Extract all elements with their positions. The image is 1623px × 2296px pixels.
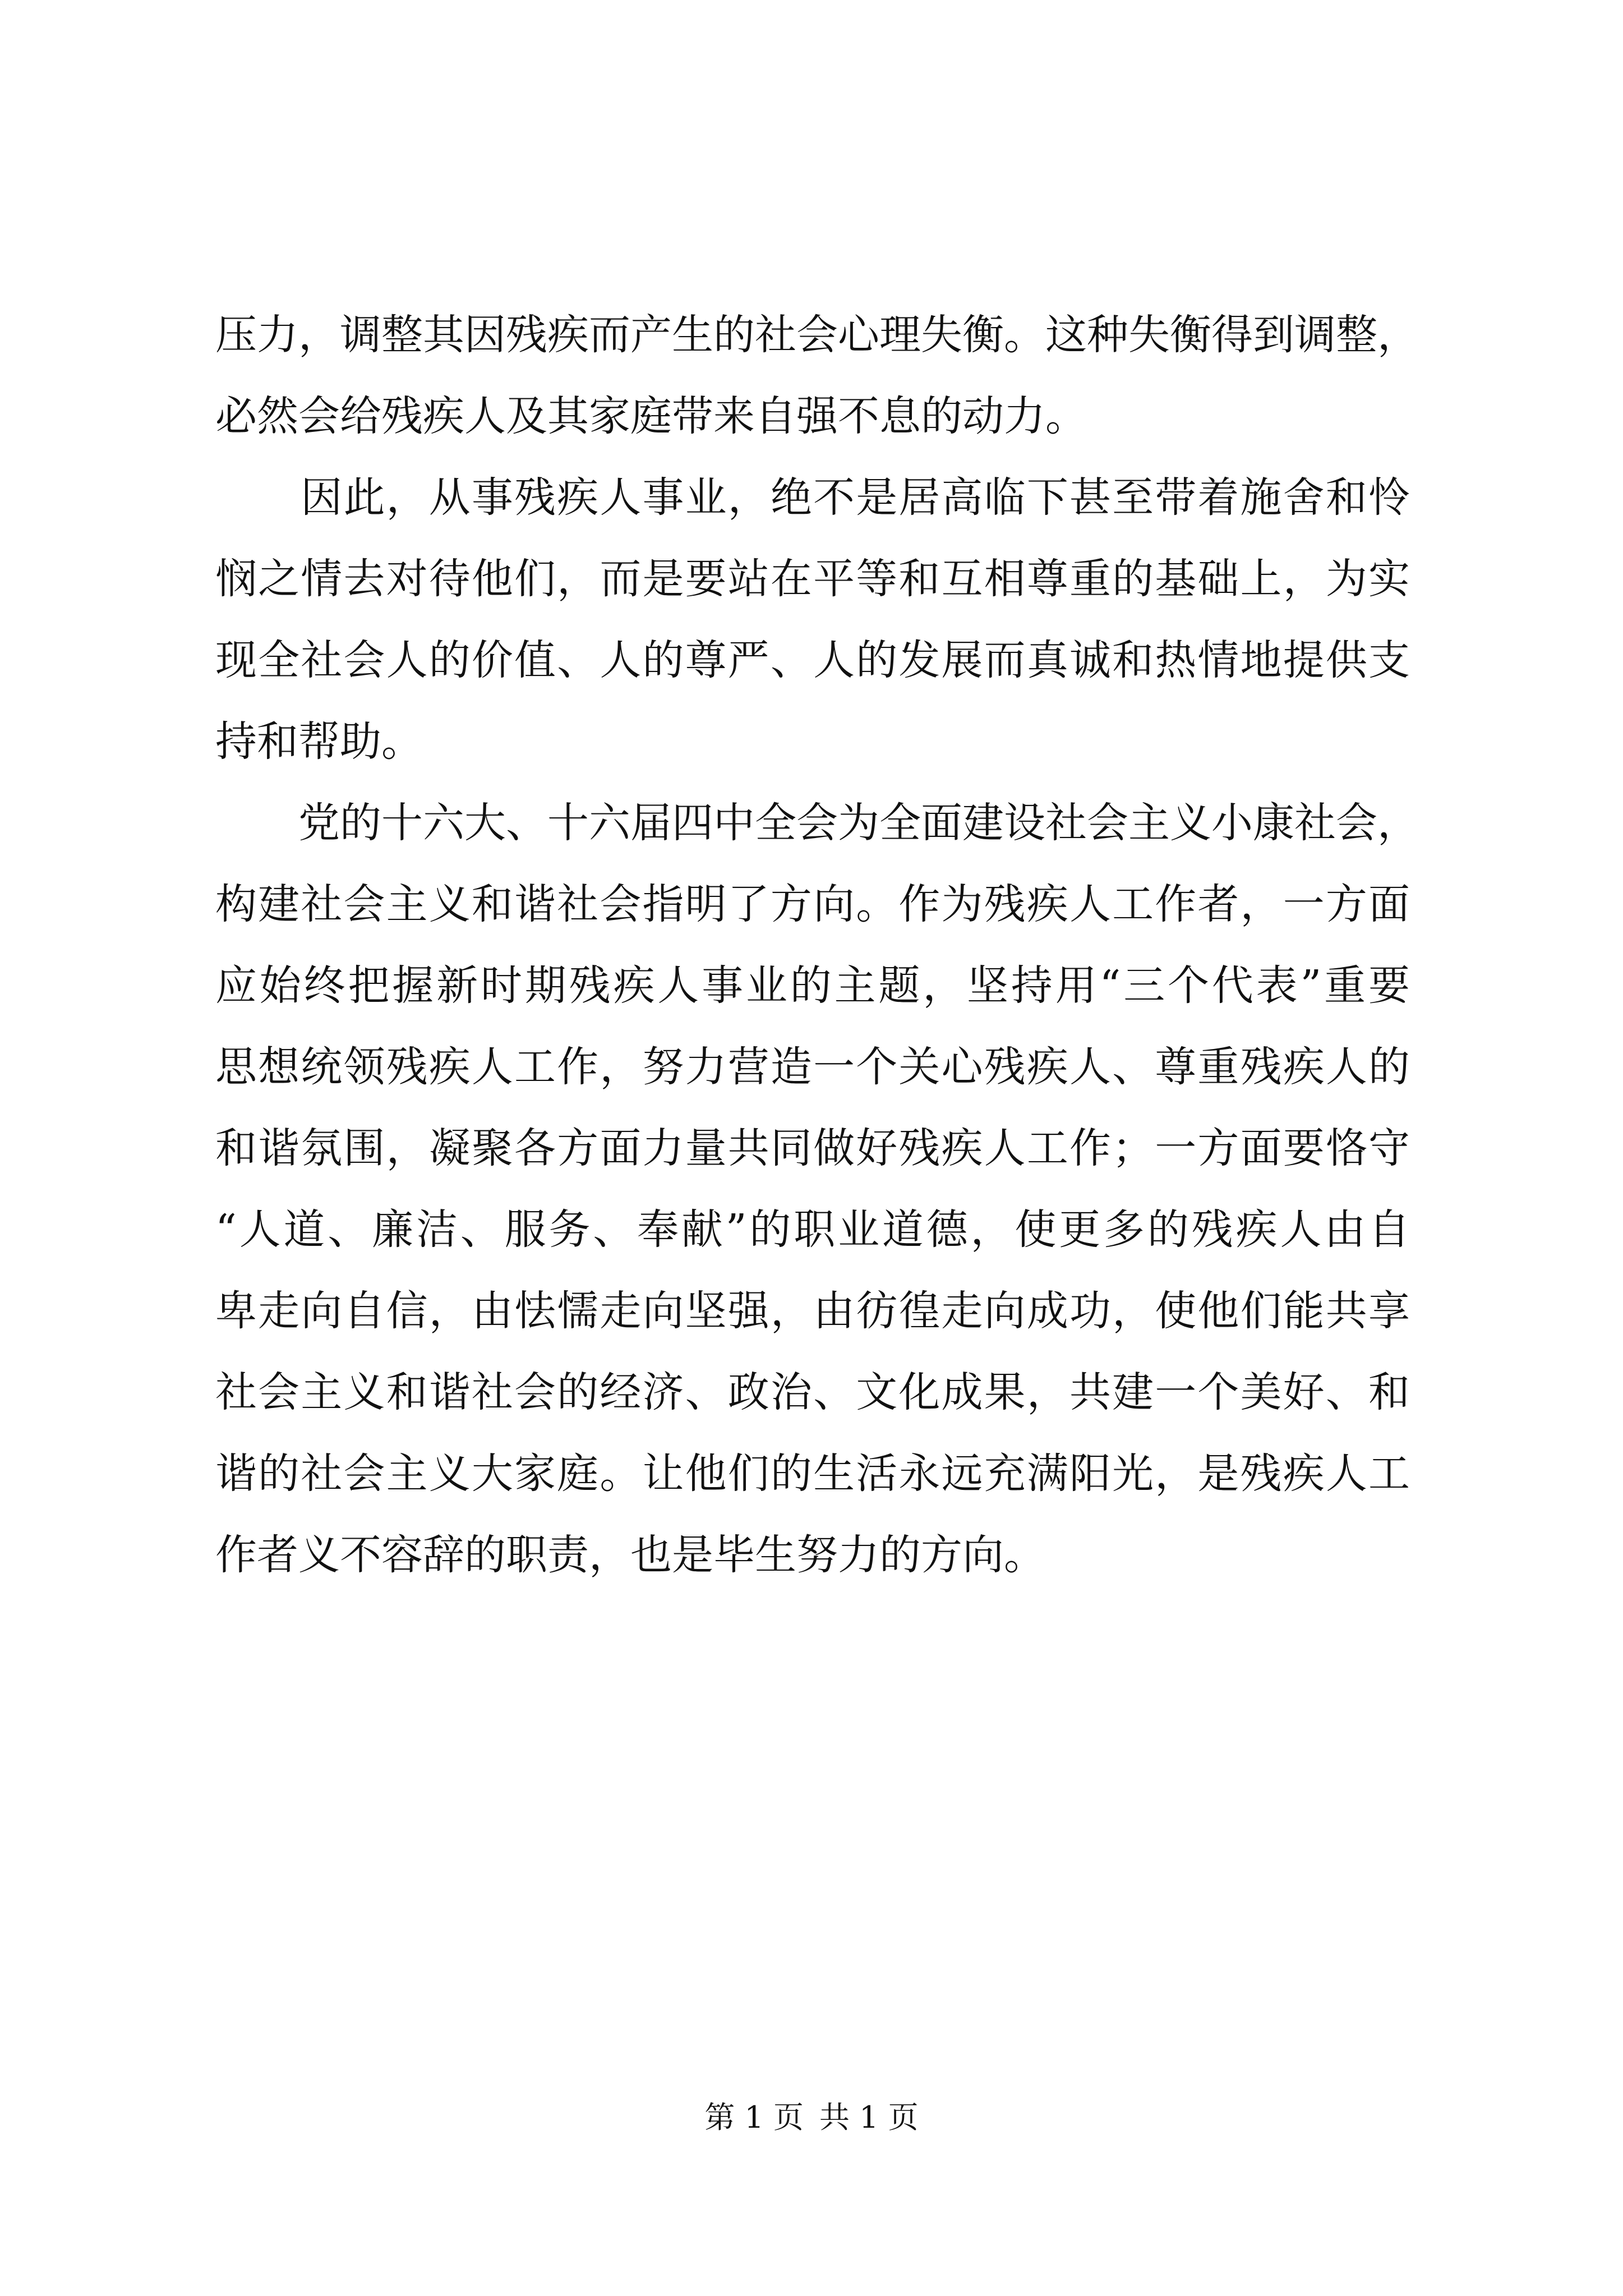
page-total: 共 1 页	[819, 2100, 919, 2135]
text-line: 应始终把握新时期残疾人事业的主题，坚持用“三个代表”重要	[215, 961, 1410, 1010]
text-line: 构建社会主义和谐社会指明了方向。作为残疾人工作者，一方面	[215, 880, 1410, 928]
text-line: 党的十六大、十六届四中全会为全面建设社会主义小康社会，	[215, 799, 1419, 847]
text-line: 卑走向自信，由怯懦走向坚强，由彷徨走向成功，使他们能共享	[215, 1287, 1410, 1335]
text-line: 必然会给残疾人及其家庭带来自强不息的动力。	[215, 392, 1087, 440]
text-line: 作者义不容辞的职责，也是毕生努力的方向。	[215, 1531, 1045, 1579]
text-line: 谐的社会主义大家庭。让他们的生活永远充满阳光，是残疾人工	[215, 1450, 1410, 1498]
text-line: 压力，调整其因残疾而产生的社会心理失衡。这种失衡得到调整，	[215, 311, 1419, 359]
text-line: 因此，从事残疾人事业，绝不是居高临下甚至带着施舍和怜	[215, 473, 1410, 522]
text-line: 社会主义和谐社会的经济、政治、文化成果，共建一个美好、和	[215, 1368, 1410, 1416]
text-line: 和谐氛围，凝聚各方面力量共同做好残疾人工作；一方面要恪守	[215, 1124, 1410, 1172]
text-line: 悯之情去对待他们，而是要站在平等和互相尊重的基础上，为实	[215, 555, 1410, 603]
page-number: 第 1 页	[704, 2100, 804, 2135]
text-line: “人道、廉洁、服务、奉献”的职业道德，使更多的残疾人由自	[215, 1205, 1410, 1254]
page-footer	[0, 2098, 1623, 2137]
text-line: 现全社会人的价值、人的尊严、人的发展而真诚和热情地提供支	[215, 636, 1410, 684]
text-line: 思想统领残疾人工作，努力营造一个关心残疾人、尊重残疾人的	[215, 1043, 1410, 1091]
text-line: 持和帮助。	[215, 717, 423, 766]
document-body	[215, 295, 1419, 1596]
